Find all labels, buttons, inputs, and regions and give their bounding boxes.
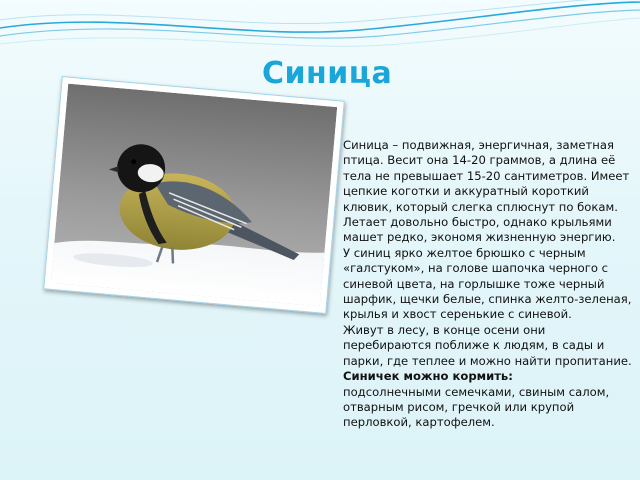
titmouse-photo-icon <box>51 84 337 307</box>
feeding-text: подсолнечными семечками, свиным салом, отварным рисом, гречкой или крупой перловкой, картофелем. <box>343 384 610 430</box>
paragraph-appearance: У синиц ярко желтое брюшко с черным «галстуком», на голове шапочка черного с синевой цвета, на горлышке тоже черный шарфик, щечки белые, спинка желто-зеленая, крылья и хвост серенькие с синевой. <box>343 245 632 322</box>
page-title: Синица <box>262 56 393 91</box>
paragraph-description: Синица – подвижная, энергичная, заметная птица. Весит она 14-20 граммов, а длина её тела не превышает 15-20 сантиметров. Имеет цепкие коготки и аккуратный короткий клювик, который слегка сплюснут по бокам. Летает довольно быстро, однако крыльями машет редко, экономя жизненную энергию. <box>343 138 630 245</box>
paragraph-habitat: Живут в лесу, в конце осени они перебираются поближе к людям, в сады и парки, где теплее и можно найти пропитание. <box>343 322 632 368</box>
feeding-heading: Синичек можно кормить: <box>343 369 513 384</box>
description-text <box>343 138 633 431</box>
photo-frame <box>43 76 345 314</box>
